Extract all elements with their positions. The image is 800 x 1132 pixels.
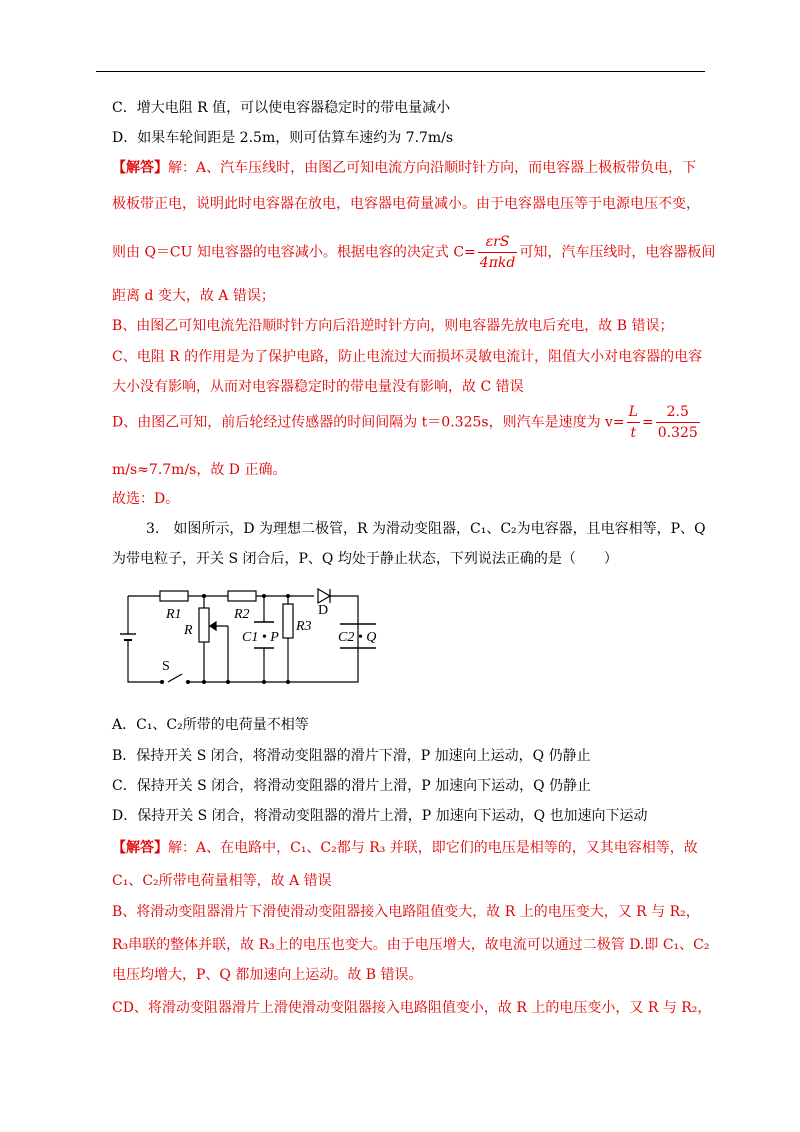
answer-label: 【解答】 bbox=[112, 160, 168, 176]
answer-1-c2: 大小没有影响，从而对电容器稳定时的带电量没有影响，故 C 错误 bbox=[112, 379, 524, 395]
speed-formula-values: $\frac{2.5}{0.325}$ bbox=[657, 404, 698, 441]
question-3-line-1: 3. 如图所示，D 为理想二极管，R 为滑动变阻器，C₁、C₂为电容器，且电容相等，P、Q bbox=[146, 521, 706, 537]
answer-1-line-4: 距离 d 变大，故 A 错误； bbox=[112, 288, 275, 304]
capacitance-formula: $\frac{\text{εrS}}{\text{4πkd}}$ bbox=[479, 234, 516, 271]
answer-2-b2: R₃串联的整体并联，故 R₃上的电压也变大。由于电压增大，故电流可以通过二极管 D.即 C₁、C₂ bbox=[112, 937, 710, 953]
answer-2-b3: 电压均增大，P、Q 都加速向上运动。故 B 错误。 bbox=[112, 967, 423, 983]
answer-1-line-1: 【解答】解：A、汽车压线时，由图乙可知电流方向沿顺时针方向，而电容器上极板带负电，下 bbox=[112, 160, 697, 176]
label-r: R bbox=[184, 623, 193, 638]
answer-label: 【解答】 bbox=[112, 840, 168, 856]
answer-1-d1: D、由图乙可知，前后轮经过传感器的时间间隔为 t＝0.325s，则汽车是速度为 v= $\frac{L}{t}$ = $\frac{2.5}{0.325}$ bbox=[112, 404, 698, 441]
label-switch: S bbox=[162, 659, 170, 674]
label-r1: R1 bbox=[166, 607, 182, 622]
label-r3: R3 bbox=[296, 619, 312, 634]
question-3-line-2: 为带电粒子，开关 S 闭合后，P、Q 均处于静止状态，下列说法正确的是（ ） bbox=[112, 551, 618, 567]
answer-1-line-2: 极板带正电，说明此时电容器在放电，电容器电荷量减小。由于电容器电压等于电源电压不变， bbox=[112, 196, 700, 212]
answer-2-line-1: 【解答】解：A、在电路中，C₁、C₂都与 R₃ 并联，即它们的电压是相等的，又其电容相等，故 bbox=[112, 840, 698, 856]
q3-option-d: D．保持开关 S 闭合，将滑动变阻器的滑片上滑，P 加速向下运动，Q 也加速向下运动 bbox=[112, 808, 648, 824]
answer-1-b: B、由图乙可知电流先沿顺时针方向后沿逆时针方向，则电容器先放电后充电，故 B 错误； bbox=[112, 318, 674, 334]
answer-2-line-2: C₁、C₂所带电荷量相等，故 A 错误 bbox=[112, 873, 332, 889]
label-diode: D bbox=[318, 603, 329, 618]
answer-1-choice: 故选：D。 bbox=[112, 491, 180, 507]
header-rule bbox=[96, 71, 705, 72]
q3-option-c: C．保持开关 S 闭合，将滑动变阻器的滑片上滑，P 加速向下运动，Q 仍静止 bbox=[112, 778, 591, 794]
answer-1-c1: C、电阻 R 的作用是为了保护电路，防止电流过大而损坏灵敏电流计，阻值大小对电容器的电容 bbox=[112, 349, 703, 365]
label-c2-q: C2 • Q bbox=[338, 630, 377, 645]
q3-option-a: A．C₁、C₂所带的电荷量不相等 bbox=[112, 717, 309, 733]
answer-1-d2: m/s≈7.7m/s，故 D 正确。 bbox=[112, 462, 287, 478]
option-d-prev: D．如果车轮间距是 2.5m，则可估算车速约为 7.7m/s bbox=[112, 130, 454, 146]
answer-2-cd: CD、将滑动变阻器滑片上滑使滑动变阻器接入电路阻值变小，故 R 上的电压变小，又 R 与 R₂， bbox=[112, 1000, 712, 1016]
answer-2-b1: B、将滑动变阻器滑片下滑使滑动变阻器接入电路阻值变大，故 R 上的电压变大，又 R 与 R₂， bbox=[112, 904, 700, 920]
speed-formula-l-over-t: $\frac{L}{t}$ bbox=[628, 404, 638, 441]
circuit-diagram bbox=[118, 578, 378, 690]
q3-option-b: B．保持开关 S 闭合，将滑动变阻器的滑片下滑，P 加速向上运动，Q 仍静止 bbox=[112, 748, 591, 764]
answer-1-line-3: 则由 Q＝CU 知电容器的电容减小。根据电容的决定式 C= $\frac{\text{εrS}}{\text{4πkd}}$ 可知，汽车压线时，电容器板间 bbox=[112, 234, 716, 271]
label-c1-p: C1 • P bbox=[242, 630, 279, 645]
option-c-prev: C．增大电阻 R 值，可以使电容器稳定时的带电量减小 bbox=[112, 100, 451, 116]
label-r2: R2 bbox=[234, 607, 250, 622]
